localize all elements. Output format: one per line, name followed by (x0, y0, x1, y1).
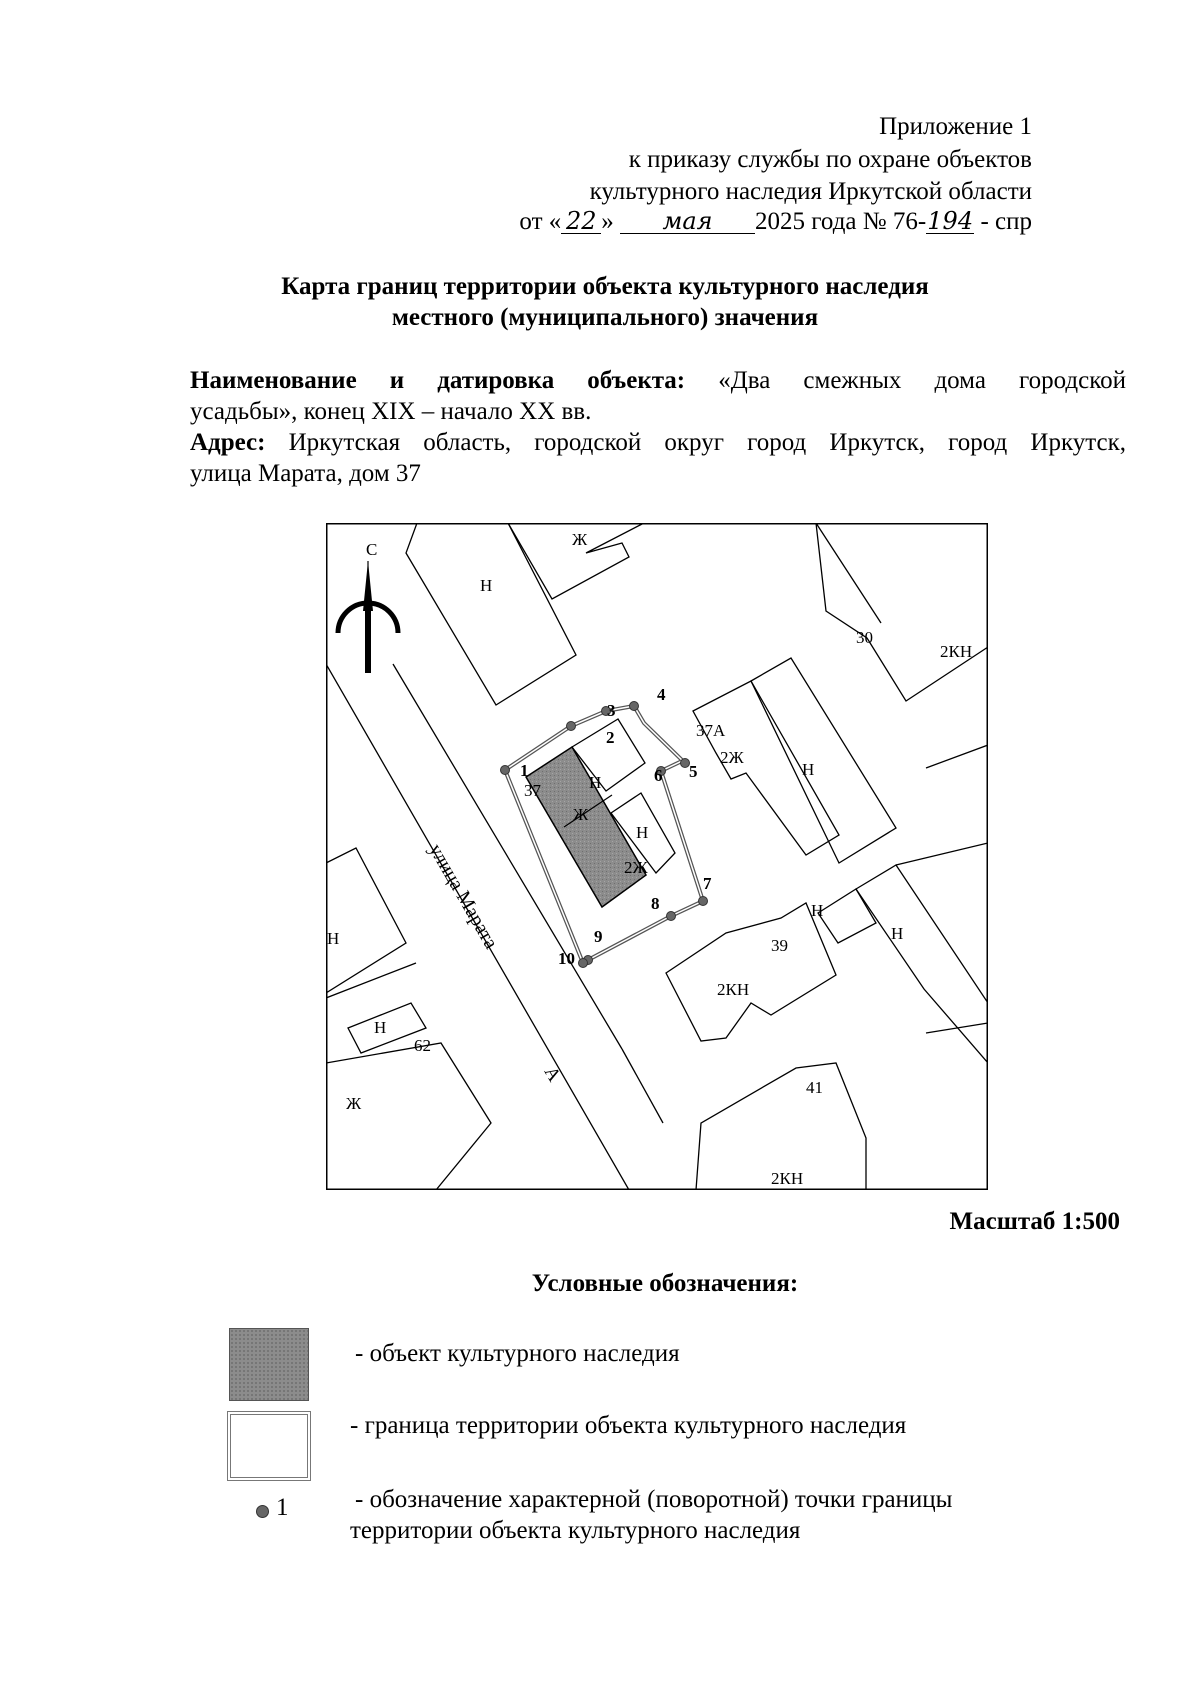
address-line1 (190, 427, 1126, 458)
building-n-small (818, 889, 876, 943)
legend-point-label-line2: территории объекта культурного наследия (350, 1517, 801, 1544)
point-label-2: 2 (606, 728, 615, 747)
label-n-small-39: Н (811, 901, 824, 920)
point-10 (579, 959, 588, 968)
street-label: улица Марата (424, 840, 503, 953)
object-name-line1 (190, 365, 1126, 396)
date-prefix: от « (519, 208, 562, 235)
boundary-map (326, 523, 988, 1190)
object-name-label: Наименование и датировка объекта: (190, 367, 686, 394)
point-label-10: 10 (558, 949, 575, 968)
north-arrow-icon (338, 540, 398, 673)
order-number: 194 (927, 207, 974, 235)
label-2zh-37: 2Ж (624, 858, 648, 877)
label-37: 37 (524, 781, 541, 800)
label-n-62: Н (374, 1018, 387, 1037)
date-day: 22 (561, 209, 601, 234)
label-39: 39 (771, 936, 788, 955)
point-label-6: 6 (654, 766, 663, 785)
building-n-right (751, 658, 896, 863)
service-line: культурного наследия Иркутской области (589, 178, 1032, 205)
label-n-far-right: Н (891, 924, 904, 943)
label-n-inner: Н (636, 823, 649, 842)
legend-boundary-label: - граница территории объекта культурного наследия (350, 1412, 907, 1439)
street-edge-mid2 (622, 1049, 663, 1123)
building-37a (693, 681, 839, 855)
document-title: Карта границ территории объекта культурного наследия (281, 273, 929, 300)
label-2kn-30: 2КН (940, 642, 973, 661)
point-8 (667, 912, 676, 921)
order-suffix: - спр (974, 208, 1032, 235)
date-mid: » (601, 208, 614, 235)
label-37a: 37А (696, 721, 726, 740)
label-zh-top: Ж (572, 530, 588, 549)
map-scale: Масштаб 1:500 (949, 1208, 1120, 1235)
label-2kn-41: 2КН (771, 1169, 804, 1188)
road-letter: А (539, 1063, 565, 1086)
north-label: С (366, 540, 378, 559)
point-1 (501, 766, 510, 775)
building-30 (816, 523, 988, 701)
label-zh-bottom-left: Ж (346, 1094, 362, 1113)
point-label-1: 1 (520, 761, 529, 780)
label-n-right: Н (802, 760, 815, 779)
label-2zh-37a: 2Ж (720, 748, 744, 767)
document-subtitle: местного (муниципального) значения (391, 304, 819, 331)
label-62: 62 (414, 1036, 431, 1055)
object-name-value: «Два смежных дома городской (685, 367, 1126, 394)
point-2 (567, 722, 576, 731)
heritage-object (526, 747, 649, 907)
label-n-far-left: Н (327, 929, 340, 948)
legend-boundary-swatch (227, 1411, 311, 1481)
label-30: 30 (856, 628, 873, 647)
building-h1 (406, 523, 576, 705)
point-4 (630, 702, 639, 711)
point-label-5: 5 (689, 762, 698, 781)
legend-point-number: 1 (276, 1494, 289, 1521)
label-41: 41 (806, 1078, 823, 1097)
building-39 (666, 903, 836, 1041)
object-name-line2: усадьбы», конец XIX – начало XX вв. (190, 398, 592, 425)
point-label-4: 4 (657, 685, 666, 704)
address-label: Адрес: (190, 429, 266, 456)
date-year: 2025 года № 76- (755, 208, 927, 235)
date-line (519, 207, 1032, 237)
point-label-9: 9 (594, 927, 603, 946)
label-2kn-39: 2КН (717, 980, 750, 999)
legend-object-swatch (229, 1328, 309, 1401)
legend-point-icon (256, 1505, 269, 1518)
legend-object-label: - объект культурного наследия (355, 1340, 680, 1367)
point-label-8: 8 (651, 894, 660, 913)
address-value: Иркутская область, городской округ город Иркутск, город Иркутск, (265, 429, 1126, 456)
order-line: к приказу службы по охране объектов (628, 146, 1032, 173)
point-7 (699, 897, 708, 906)
label-h1: Н (480, 576, 493, 595)
building-zh-bottom-left (326, 1043, 491, 1190)
appendix-line: Приложение 1 (879, 113, 1032, 140)
point-label-7: 7 (703, 874, 712, 893)
building-n-far-right (856, 865, 988, 1063)
address-line2: улица Марата, дом 37 (190, 460, 421, 487)
date-month: мая (620, 209, 755, 234)
label-n-inner-top: Н (589, 773, 602, 792)
label-zh-37: Ж (573, 805, 589, 824)
point-label-3: 3 (607, 701, 616, 720)
legend-title: Условные обозначения: (531, 1270, 799, 1297)
legend-point-label-line1: - обозначение характерной (поворотной) точки границы (355, 1486, 953, 1513)
map-frame (327, 524, 988, 1190)
